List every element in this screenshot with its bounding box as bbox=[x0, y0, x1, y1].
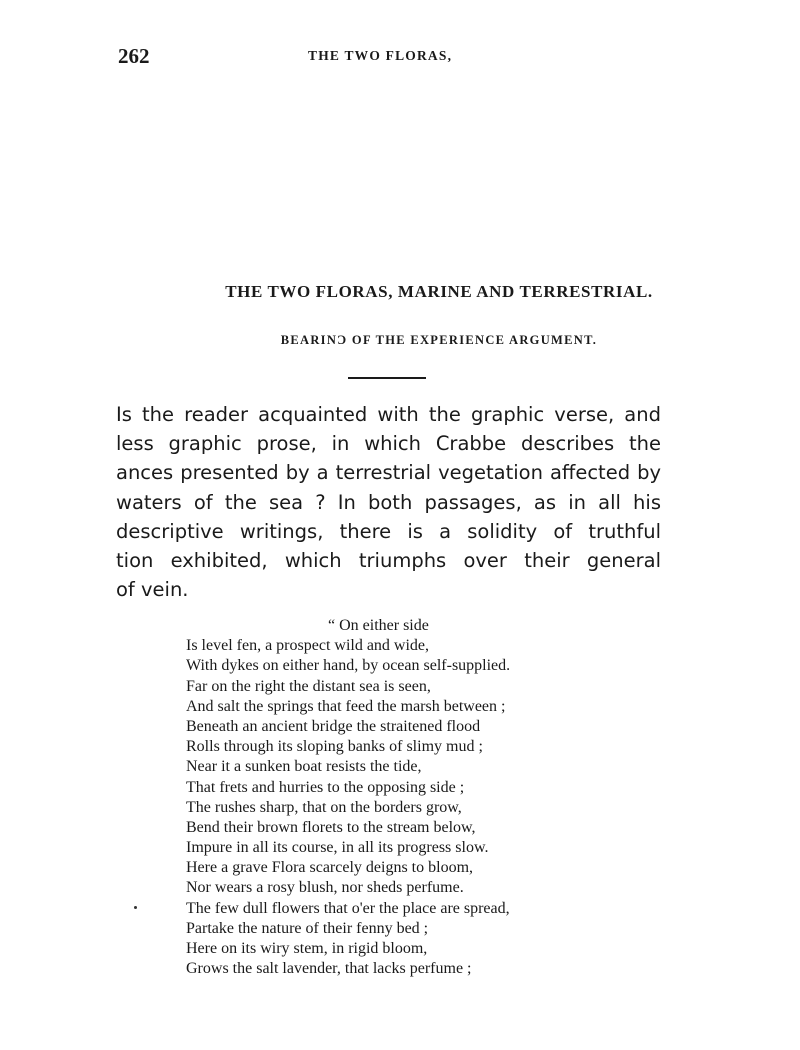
verse-line: That frets and hurries to the opposing side ; bbox=[186, 778, 465, 796]
verse-line: “ On either side bbox=[328, 617, 429, 634]
running-title: THE TWO FLORAS, bbox=[308, 48, 453, 63]
verse-line: And salt the springs that feed the marsh between ; bbox=[186, 697, 506, 715]
verse-line: The few dull flowers that o'er the place are spread, bbox=[186, 899, 510, 917]
paragraph-line: less graphic prose, in which Crabbe describes the bbox=[116, 432, 661, 456]
verse-line: Impure in all its course, in all its progress slow. bbox=[186, 839, 489, 857]
page-number: 262 bbox=[118, 44, 150, 68]
verse-line: Is level fen, a prospect wild and wide, bbox=[186, 637, 430, 655]
verse-line: Rolls through its sloping banks of slimy mud ; bbox=[186, 738, 483, 756]
paragraph-line: tion exhibited, which triumphs over their general bbox=[116, 548, 661, 572]
paragraph-line: of vein. bbox=[116, 578, 189, 602]
verse-line: Here a grave Flora scarcely deigns to bloom, bbox=[186, 859, 474, 877]
verse-line: Far on the right the distant sea is seen, bbox=[186, 677, 431, 695]
body-paragraph bbox=[116, 400, 661, 604]
verse-line: Here on its wiry stem, in rigid bloom, bbox=[186, 940, 428, 957]
verse-line: Grows the salt lavender, that lacks perfume ; bbox=[186, 960, 472, 978]
verse-line: Bend their brown florets to the stream below, bbox=[186, 818, 476, 836]
running-head bbox=[118, 44, 683, 74]
article-subtitle: BEARINƆ OF THE EXPERIENCE ARGUMENT. bbox=[280, 333, 598, 347]
verse-line: With dykes on either hand, by ocean self-supplied. bbox=[186, 657, 511, 675]
verse-line: The rushes sharp, that on the borders grow, bbox=[186, 798, 462, 816]
verse-line: Nor wears a rosy blush, nor sheds perfume. bbox=[186, 879, 464, 897]
title-rule bbox=[348, 377, 426, 379]
verse-line: Near it a sunken boat resists the tide, bbox=[186, 758, 422, 776]
print-speck bbox=[134, 906, 137, 909]
paragraph-line: ances presented by a terrestrial vegetation affected by bbox=[116, 461, 661, 485]
verse-line: Partake the nature of their fenny bed ; bbox=[186, 919, 429, 937]
verse-quotation bbox=[186, 616, 606, 979]
paragraph-line: Is the reader acquainted with the graphic verse, and bbox=[116, 403, 661, 426]
paragraph-line: waters of the sea ? In both passages, as in all his bbox=[116, 490, 661, 514]
article-title: THE TWO FLORAS, MARINE AND TERRESTRIAL. bbox=[225, 282, 653, 301]
paragraph-line: descriptive writings, there is a solidity of truthful bbox=[116, 519, 661, 543]
verse-line: Beneath an ancient bridge the straitened flood bbox=[186, 717, 481, 735]
